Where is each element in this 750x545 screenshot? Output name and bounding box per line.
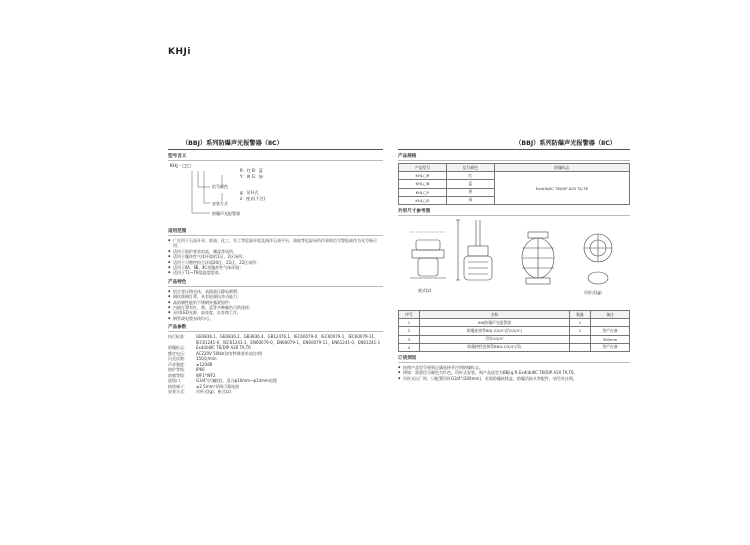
list-item: ◆ 适用于ⅡA、ⅡB、ⅡC类爆炸性气体环境；: [168, 265, 383, 270]
spec-key: 防护等级：: [168, 367, 188, 373]
features-heading: 产品特色: [168, 279, 383, 287]
table-cell: [570, 335, 591, 343]
drawing-heading: 外形尺寸参考图: [398, 208, 630, 216]
spec-key: 防爆标志：: [168, 345, 188, 351]
table-cell: KHJ-□R: [399, 172, 447, 180]
spec-table: [398, 163, 630, 205]
technical-drawing: [398, 218, 630, 310]
model-line-7: 防爆声光报警器: [212, 211, 240, 216]
spec-key: 进线口：: [168, 378, 184, 384]
list-item: ◆ 适用于爆炸性气体环境的1区、2区场所；: [168, 254, 383, 259]
table-cell: 4: [399, 343, 420, 351]
spec-key: 执行标准：: [168, 334, 188, 340]
dimension-drawing: [398, 218, 630, 310]
scope-list: [168, 238, 383, 276]
model-line-5: z：座式(不注): [240, 196, 266, 201]
spec-value: AC220V 50Hz(如有特殊要求请注明): [196, 350, 263, 356]
features-list: [168, 289, 383, 321]
table-cell: 吊杆G3/4": [420, 335, 570, 343]
specs-heading: 产品参数: [168, 324, 383, 332]
table-header: 产品型号: [399, 164, 447, 172]
model-heading: 型号含义: [168, 153, 383, 161]
model-line-1: R：红 B：蓝: [240, 168, 263, 173]
table-cell: KHJ防爆声光报警器: [420, 319, 570, 327]
table-header: 防爆标志: [494, 164, 629, 172]
table-row: [399, 172, 630, 180]
left-page-title: （BBJ）系列防爆声光报警器（ⅡC）: [168, 138, 383, 150]
model-line-2: Y：黄 G：绿: [240, 174, 263, 179]
spec-value: ≤2.5mm²导线可靠连接: [196, 383, 240, 389]
spec-value: ≥120dB: [196, 361, 213, 367]
table-cell: 2: [399, 327, 420, 335]
spec-value: WF1*WF2: [196, 372, 216, 378]
list-item: ◆ 适用于可燃性粉尘环境20区、21区、22区场所；: [168, 260, 383, 265]
table-cell: 防爆连接管BHJ-G3/4"(吊G3/4"): [420, 327, 570, 335]
list-item: ◆ 例如：需要信号颜色为红色、吊杆式安装，则产品选型为BBJ-g R Exd(ib)ⅡC T6/DIP A20 TA,T6。: [398, 370, 630, 375]
right-page: [398, 138, 630, 458]
order-list: [398, 365, 630, 381]
spec-value: 吊杆式(g)、座式(z): [196, 389, 231, 395]
table-cell: 蓝: [446, 180, 494, 188]
spec-row: [168, 389, 383, 395]
table-row: [399, 327, 630, 335]
table-header: 名称: [420, 310, 570, 318]
table-cell: 300mm: [591, 335, 630, 343]
model-line-4: g：吊杆式: [240, 190, 259, 195]
table-cell: KHJ-□G: [399, 196, 447, 204]
corner-code: KHJi: [168, 47, 191, 57]
table-cell: 用户自备: [591, 343, 630, 351]
table-cell: 绿: [446, 196, 494, 204]
spec-value: IP66: [196, 367, 205, 373]
table-cell: 用户自备: [591, 327, 630, 335]
explosion-mark-cell: Exd(ib)ⅡC T6/DIP A20 TA,T6: [494, 172, 629, 205]
spec-row: [168, 334, 383, 345]
table-row: [399, 319, 630, 327]
label-pendant-mount: 吊杆式(g): [584, 289, 602, 295]
specs-list: [168, 334, 383, 395]
model-code: KHJ - □□: [170, 164, 191, 169]
list-item: ◆ 吊杆式出厂时，只配置吊杆G3/4"(300mm)，若需防爆接线盒、防爆活接头等配件，请另外注明。: [398, 376, 630, 381]
model-line-6: 安装方式: [212, 201, 228, 206]
parts-table: [398, 310, 630, 352]
table-header: 序号: [399, 310, 420, 318]
table-cell: 1: [570, 327, 591, 335]
table-cell: 1: [570, 319, 591, 327]
table-header: 数量: [570, 310, 591, 318]
spec-value: Exd(ib)ⅡC T6/DIP A20 TA,T6: [196, 345, 251, 351]
list-item: ◆ 铝合金压铸壳体，表面高压静电喷塑；: [168, 289, 383, 294]
table-cell: 3: [399, 335, 420, 343]
list-item: ◆ 钢化玻璃灯罩，具有较强抗冲击能力；: [168, 294, 383, 299]
spec-key: 额定电压：: [168, 350, 188, 356]
order-heading: 订货须知: [398, 355, 630, 363]
right-page-title: （BBJ）系列防爆声光报警器（ⅡC）: [398, 138, 630, 150]
list-item: ◆ 采用LED光源，高亮度，长寿命工作；: [168, 310, 383, 315]
table-row: [399, 335, 630, 343]
table-cell: KHJ-□Y: [399, 188, 447, 196]
spec-key: 安装方式：: [168, 389, 188, 395]
model-line-3: 信号颜色: [212, 184, 228, 189]
list-item: ◆ 适用于T1~T6组温度组别。: [168, 270, 383, 275]
scope-heading: 适用范围: [168, 228, 383, 236]
list-item: ◆ 高防腐性能的不锈钢外露紧固件；: [168, 300, 383, 305]
spec-key: 闪光次数：: [168, 356, 188, 362]
table-cell: KHJ-□B: [399, 180, 447, 188]
table-cell: 红: [446, 172, 494, 180]
spec-table-heading: 产品规格: [398, 153, 630, 161]
spec-value: 150次/min: [196, 356, 217, 362]
table-cell: [591, 319, 630, 327]
list-item: ◆ 按照产品型号规则正确选择并注明防爆标志。: [398, 365, 630, 370]
spec-value: G3/4"(内螺纹)，适合φ10mm~φ14mm电缆: [196, 378, 277, 384]
list-item: ◆ 广泛用于石油开采、炼油、化工、军工等危险环境及海洋石油平台，油轮等危险场所作事故信号警报或作为光号指示用；: [168, 238, 383, 249]
spec-key: 防腐等级：: [168, 372, 188, 378]
list-item: ◆ 适用于防护要求较高，潮湿等场所；: [168, 249, 383, 254]
table-cell: 1: [399, 319, 420, 327]
table-cell: [570, 343, 591, 351]
model-designation: [168, 163, 383, 225]
spec-value: GB3836.1、GB3836.2、GB3836.4、GB12476.1、IEC60079-0、IEC60079-1、IEC60079-11、IEC61241-0、IEC61241-1、EN60079-0、EN60079-1、EN60079-11、EN61241-0、EN61241-1: [196, 334, 381, 345]
spec-key: 接线端子：: [168, 383, 188, 389]
list-item: ◆ 内嵌灯罩有红、黄、蓝等多种颜色可供选择；: [168, 305, 383, 310]
spec-key: 声音强度：: [168, 361, 188, 367]
table-cell: 黄: [446, 188, 494, 196]
table-row: [399, 343, 630, 351]
list-item: ◆ 钢管或电缆布线均可。: [168, 316, 383, 321]
table-header: 信号颜色: [446, 164, 494, 172]
left-page: [168, 138, 383, 458]
label-seat-mount: 座式(z): [418, 287, 432, 293]
table-header: 备注: [591, 310, 630, 318]
table-cell: 防爆挠性连接管BNG-G3/4"(吊): [420, 343, 570, 351]
